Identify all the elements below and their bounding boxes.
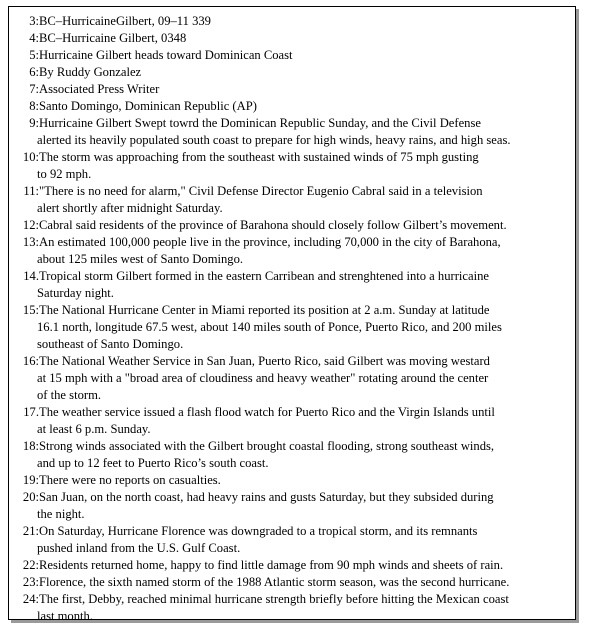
sentence-text: The National Weather Service in San Juan, Puerto Rico, said Gilbert was moving westard	[39, 354, 490, 368]
sentence-text: BC–Hurricaine Gilbert, 0348	[39, 31, 187, 45]
sentence-number: 5:	[29, 48, 39, 62]
sentence-text: The weather service issued a flash flood watch for Puerto Rico and the Virgin Islands until	[39, 405, 495, 419]
sentence-text: the night.	[37, 507, 85, 521]
sentence-number: 4:	[29, 31, 39, 45]
sentence-text: at least 6 p.m. Sunday.	[37, 422, 151, 436]
sentence-text: pushed inland from the U.S. Gulf Coast.	[37, 541, 241, 555]
sentence-text: Hurricaine Gilbert heads toward Dominican Coast	[39, 48, 293, 62]
sentence-number: 13:	[22, 235, 39, 249]
sentence-number: 20:	[22, 490, 39, 504]
sentence-text: Florence, the sixth named storm of the 1988 Atlantic storm season, was the second hurricane.	[39, 575, 510, 589]
sentence-text: Hurricaine Gilbert Swept towrd the Dominican Republic Sunday, and the Civil Defense	[39, 116, 481, 130]
sentence-number: 24:	[22, 592, 39, 606]
sentence-text: An estimated 100,000 people live in the province, including 70,000 in the city of Barahona,	[39, 235, 501, 249]
sentence-text: alert shortly after midnight Saturday.	[37, 201, 223, 215]
sentence-number: 10:	[22, 150, 39, 164]
sentence-text: The storm was approaching from the southeast with sustained winds of 75 mph gusting	[39, 150, 479, 164]
sentence-text: Saturday night.	[37, 286, 114, 300]
sentence-number: 17.	[23, 405, 39, 419]
sentence-number: 14.	[23, 269, 39, 283]
sentence-number: 12:	[22, 218, 39, 232]
sentence-number: 6:	[29, 65, 39, 79]
sentence-number: 22:	[22, 558, 39, 572]
sentence-text: Strong winds associated with the Gilbert brought coastal flooding, strong southeast winds,	[39, 439, 495, 453]
sentence-number: 16:	[22, 354, 39, 368]
sentence-text: 16.1 north, longitude 67.5 west, about 140 miles south of Ponce, Puerto Rico, and 200 miles	[37, 320, 502, 334]
sentence-text: to 92 mph.	[37, 167, 92, 181]
document-frame	[8, 6, 576, 623]
sentence-number: 23:	[22, 575, 39, 589]
sentence-text: Tropical storm Gilbert formed in the eastern Carribean and strenghtened into a hurricaine	[39, 269, 489, 283]
sentence-text: By Ruddy Gonzalez	[39, 65, 142, 79]
sentence-text: about 125 miles west of Santo Domingo.	[37, 252, 244, 266]
sentence-text: San Juan, on the north coast, had heavy rains and gusts Saturday, but they subsided during	[39, 490, 494, 504]
sentence-text: Residents returned home, happy to find little damage from 90 mph winds and sheets of rain.	[39, 558, 504, 572]
sentence-number: 8:	[29, 99, 39, 113]
sentence-text: BC–HurricaineGilbert, 09–11 339	[39, 14, 211, 28]
sentence-number: 21:	[22, 524, 39, 538]
sentence-text: The first, Debby, reached minimal hurricane strength briefly before hitting the Mexican coast	[39, 592, 509, 606]
sentence-text: and up to 12 feet to Puerto Rico’s south coast.	[37, 456, 269, 470]
sentence-text: Santo Domingo, Dominican Republic (AP)	[39, 99, 257, 113]
sentence-text: Associated Press Writer	[39, 82, 160, 96]
sentence-text: at 15 mph with a "broad area of cloudiness and heavy weather" rotating around the center	[37, 371, 489, 385]
sentence-text: "There is no need for alarm," Civil Defense Director Eugenio Cabral said in a television	[39, 184, 483, 198]
sentence-text: Cabral said residents of the province of Barahona should closely follow Gilbert’s movement.	[39, 218, 507, 232]
sentence-text: last month.	[37, 609, 93, 623]
sentence-text: alerted its heavily populated south coast to prepare for high winds, heavy rains, and high seas.	[37, 133, 511, 147]
sentence-number: 3:	[29, 14, 39, 28]
sentence-text: The National Hurricane Center in Miami reported its position at 2 a.m. Sunday at latitude	[39, 303, 490, 317]
sentence-text: On Saturday, Hurricane Florence was downgraded to a tropical storm, and its remnants	[39, 524, 478, 538]
sentence-text: of the storm.	[37, 388, 102, 402]
sentence-text: There were no reports on casualties.	[39, 473, 221, 487]
sentence-number: 18:	[22, 439, 39, 453]
sentence-number: 11:	[23, 184, 39, 198]
sentence-number: 15:	[22, 303, 39, 317]
sentence-number: 19:	[22, 473, 39, 487]
sentence-number: 7:	[29, 82, 39, 96]
sentence-text: southeast of Santo Domingo.	[37, 337, 184, 351]
sentence-number: 9:	[29, 116, 39, 130]
